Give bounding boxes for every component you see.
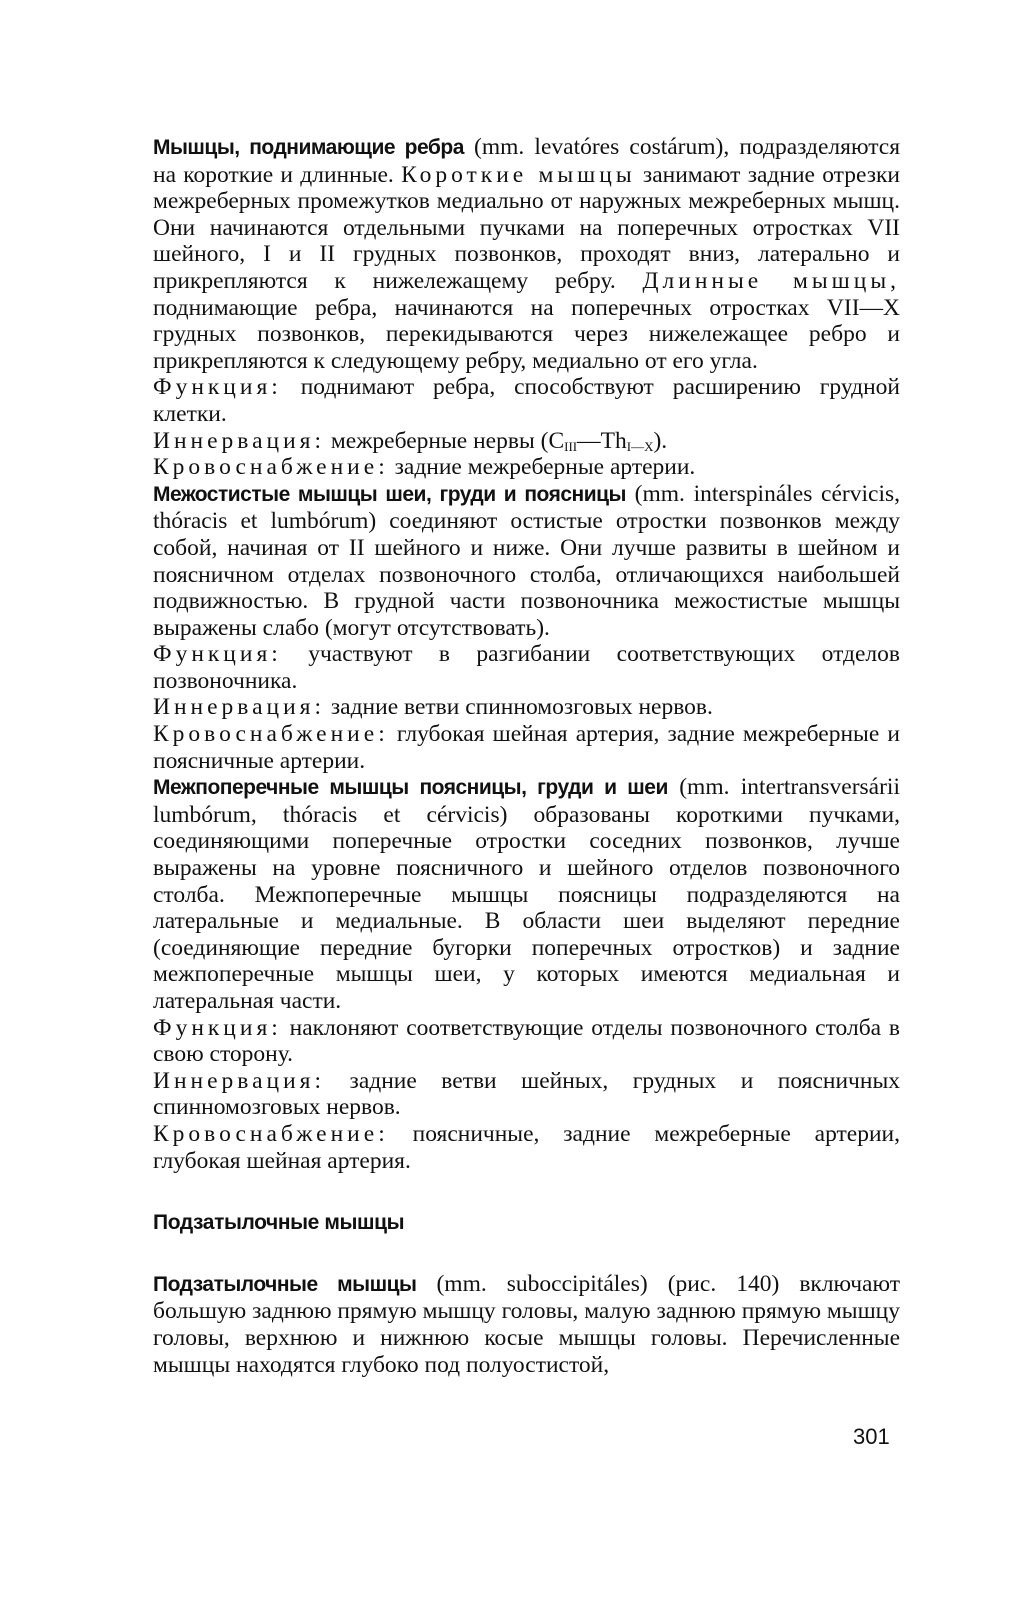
text: поднимают ребра, способствуют расширению грудной клетки. <box>153 374 900 427</box>
term-bold: Мышцы, поднимающие ребра <box>153 136 464 159</box>
label-function: Функция: <box>153 374 282 401</box>
blood-supply-line <box>153 721 900 774</box>
text: занимают задние отрезки межреберных промежутков медиально от наружных межреберных мышц. Они начинаются отдельными пучками на поперечных отростках VII шейного, I и II грудных позвонков, проходят вниз, латерально и прикрепляются к нижележащему ребру. <box>153 161 900 294</box>
innervation-line <box>153 428 900 455</box>
subscript: III <box>564 438 578 454</box>
function-line <box>153 1015 900 1068</box>
text: (mm. intertransversárii lumbórum, thóracis et cérvicis) образованы короткими пучками, соединяющими поперечные отростки соседних позвонков, лучше выражены на уровне поясничного и шейного отделов позвоночного столба. Межпоперечные мышцы поясницы подразделяются на латеральные и медиальные. В области шеи выделяют передние (соединяющие передние бугорки поперечных отростков) и задние межпоперечные мышцы шеи, у которых имеются медиальная и латеральная части. <box>153 774 900 1014</box>
subscript: I—X <box>626 438 654 454</box>
paragraph-interspinales <box>153 481 900 642</box>
label-blood-supply: Кровоснабжение: <box>153 1120 389 1147</box>
paragraph-suboccipitales <box>153 1271 900 1378</box>
innervation-line <box>153 1068 900 1121</box>
label-innervation: Иннервация: <box>153 1067 326 1094</box>
blood-supply-line <box>153 1121 900 1174</box>
text: поясничные, задние межреберные артерии, глубокая шейная артерия. <box>153 1120 900 1174</box>
page-number: 301 <box>853 1424 890 1449</box>
text: межреберные нервы (C <box>325 427 565 454</box>
spaced-term: Короткие мышцы <box>401 161 636 188</box>
text: ). <box>653 427 668 454</box>
page-body <box>153 134 900 1378</box>
spaced-term: Длинные мышцы, <box>642 267 900 294</box>
label-innervation: Иннервация: <box>153 694 326 721</box>
label-function: Функция: <box>153 641 282 668</box>
text: —Th <box>577 427 627 454</box>
text: задние межреберные артерии. <box>388 454 696 481</box>
text: наклоняют соответствующие отделы позвоночного столба в свою сторону. <box>153 1014 900 1068</box>
text: участвуют в разгибании соответствующих отделов позвоночника. <box>153 641 900 694</box>
function-line <box>153 374 900 427</box>
text: (mm. levatóres costárum), подразделяются на короткие и длинные. <box>153 134 900 188</box>
innervation-line <box>153 694 900 721</box>
term-bold: Межостистые мышцы шеи, груди и поясницы <box>153 482 626 506</box>
text: глубокая шейная артерия, задние межреберные и поясничные артерии. <box>153 721 900 774</box>
text: задние ветви шейных, грудных и поясничных спинномозговых нервов. <box>153 1067 900 1121</box>
text: (mm. suboccipitáles) (рис. 140) включают большую заднюю прямую мышцу головы, малую заднюю прямую мышцу головы, верхнюю и нижнюю косые мышцы головы. Перечисленные мышцы находятся глубоко под полуостистой, <box>153 1270 900 1378</box>
text: задние ветви спинномозговых нервов. <box>325 694 713 721</box>
function-line <box>153 641 900 694</box>
paragraph-levatores <box>153 134 900 374</box>
section-heading: Подзатылочные мышцы <box>153 1211 405 1235</box>
label-blood-supply: Кровоснабжение: <box>153 721 389 748</box>
term-bold: Межпоперечные мышцы поясницы, груди и шеи <box>153 776 668 800</box>
label-innervation: Иннервация: <box>153 427 326 454</box>
paragraph-intertransversarii <box>153 774 900 1014</box>
label-function: Функция: <box>153 1014 282 1041</box>
term-bold: Подзатылочные мышцы <box>153 1272 417 1296</box>
text: поднимающие ребра, начинаются на поперечных отростках VII—X грудных позвонков, перекидываются через нижележащее ребро и прикрепляются к следующему ребру, медиально от его угла. <box>153 294 900 374</box>
text: (mm. interspináles cérvicis, thóracis et lumbórum) соединяют остистые отростки позвонков между собой, начиная от II шейного и ниже. Они лучше развиты в шейном и поясничном отделах позвоночного столба, отличающихся наибольшей подвижностью. В грудной части позвоночника межостистые мышцы выражены слабо (могут отсутствовать). <box>153 480 900 641</box>
blood-supply-line <box>153 454 900 481</box>
label-blood-supply: Кровоснабжение: <box>153 454 389 481</box>
